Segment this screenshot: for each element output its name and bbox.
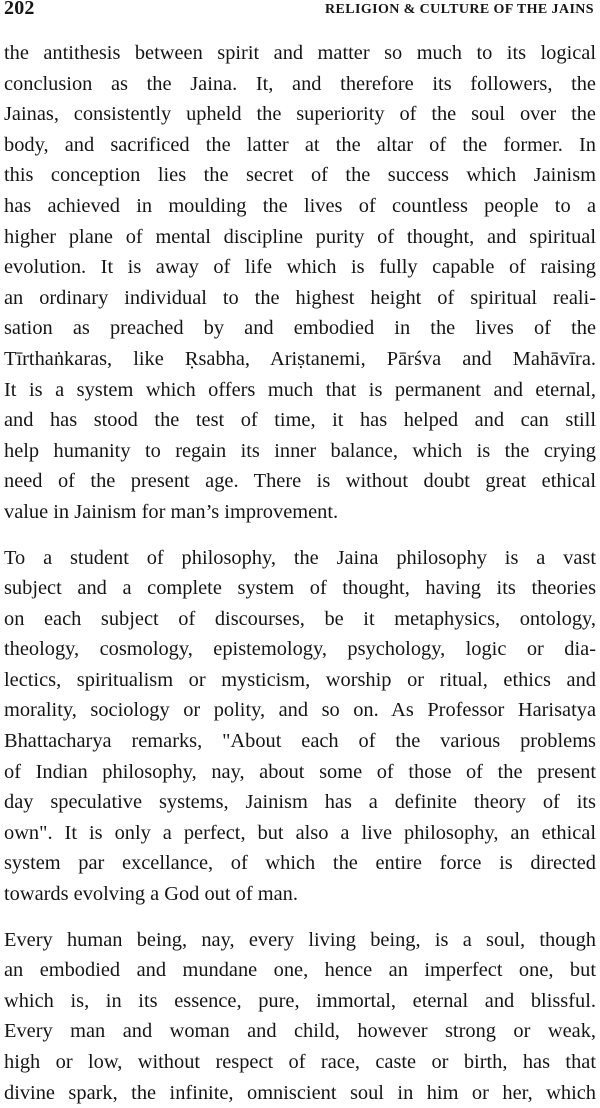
text-line: body, and sacrificed the latter at the altar of the former. In — [4, 133, 596, 156]
text-line: Bhattacharya remarks, "About each of the various problems — [4, 730, 596, 753]
text-line: theology, cosmology, epistemology, psychology, logic or dia- — [4, 638, 596, 661]
text-line: subject and a complete system of thought, having its theories — [4, 577, 596, 600]
text-line: Every man and woman and child, however strong or weak, — [4, 1020, 596, 1043]
text-line: Every human being, nay, every living being, is a soul, though — [4, 928, 596, 951]
page-number: 202 — [4, 0, 35, 19]
text-line: Jainas, consistently upheld the superiority of the soul over the — [4, 103, 596, 126]
body-text — [4, 38, 596, 1108]
text-line: on each subject of discourses, be it metaphysics, ontology, — [4, 607, 596, 630]
running-title: RELIGION & CULTURE OF THE JAINS — [325, 2, 594, 17]
text-line: It is a system which offers much that is permanent and eternal, — [4, 378, 596, 401]
text-line: higher plane of mental discipline purity of thought, and spiritual — [4, 225, 596, 248]
text-line: of Indian philosophy, nay, about some of those of the present — [4, 760, 596, 783]
text-line: this conception lies the secret of the success which Jainism — [4, 164, 596, 187]
text-line: conclusion as the Jaina. It, and therefore its followers, the — [4, 72, 596, 95]
paragraph-2 — [4, 543, 596, 910]
text-line: and has stood the test of time, it has helped and can still — [4, 409, 596, 432]
text-line: own". It is only a perfect, but also a live philosophy, an ethical — [4, 821, 596, 844]
text-line: an embodied and mundane one, hence an imperfect one, but — [4, 959, 596, 982]
text-line: need of the present age. There is without doubt great ethical — [4, 470, 596, 493]
text-line: sation as preached by and embodied in the lives of the — [4, 317, 596, 340]
text-line: divine spark, the infinite, omniscient soul in him or her, which — [4, 1081, 596, 1104]
text-line: value in Jainism for man’s improvement. — [4, 500, 339, 523]
text-line: towards evolving a God out of man. — [4, 883, 298, 906]
running-header — [4, 0, 594, 30]
text-line: evolution. It is away of life which is fully capable of raising — [4, 256, 596, 279]
text-line: help humanity to regain its inner balance, which is the crying — [4, 439, 596, 462]
paragraph-3 — [4, 925, 596, 1108]
text-line: morality, sociology or polity, and so on. As Professor Harisatya — [4, 699, 596, 722]
text-line: an ordinary individual to the highest height of spiritual reali- — [4, 286, 596, 309]
text-line: high or low, without respect of race, caste or birth, has that — [4, 1051, 596, 1073]
text-line: the antithesis between spirit and matter so much to its logical — [4, 42, 596, 64]
text-line: has achieved in moulding the lives of countless people to a — [4, 194, 596, 217]
text-line: system par excellance, of which the entire force is directed — [4, 852, 596, 875]
text-line: day speculative systems, Jainism has a definite theory of its — [4, 791, 596, 814]
paragraph-1 — [4, 38, 596, 528]
text-line: Tīrthaṅkaras, like Ṛsabha, Ariṣtanemi, Pārśva and Mahāvīra. — [4, 347, 596, 370]
text-line: lectics, spiritualism or mysticism, worship or ritual, ethics and — [4, 668, 596, 691]
text-line: which is, in its essence, pure, immortal, eternal and blissful. — [4, 989, 596, 1012]
text-line: To a student of philosophy, the Jaina philosophy is a vast — [4, 546, 596, 569]
